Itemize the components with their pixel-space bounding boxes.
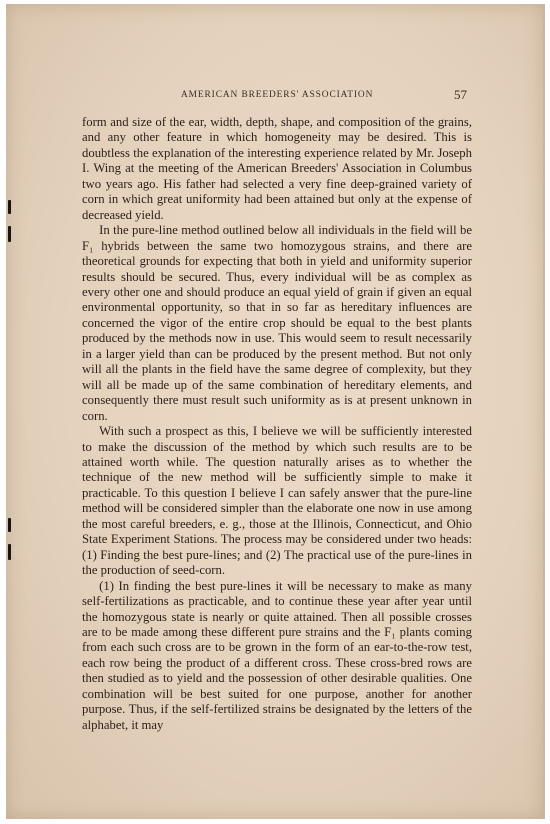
- paragraph-1: form and size of the ear, width, depth, shape, and composition of the grains, and any other feature in which homogeneity may be desired. This is doubtless the explanation of the interesting experience related by Mr. Joseph I. Wing at the meeting of the American Breeders' Association in Columbus two years ago. His father had selected a very fine deep-grained variety of corn in which great uniformity had been attained but only at the expense of decreased yield.: [82, 115, 472, 222]
- paragraph-2: In the pure-line method outlined below all individuals in the field will be F₁ hybrids between the same two homozygous strains, and there are theoretical grounds for expecting that both in yield and uniformity superior results should be secured. Thus, every individual will be as complex as every other one and should produce an equal yield of grain if given an equal environmental opportunity, so that in so far as hereditary influences are concerned the vigor of the entire crop should be equal to the best plants produced by the methods now in use. This would seem to result necessarily in a larger yield than can be produced by the present method. But not only will all the plants in the field have the same degree of complexity, but they will all be made up of the same combination of hereditary elements, and consequently there must result such uniformity as is at present unknown in corn.: [82, 223, 472, 423]
- paragraph-3: With such a prospect as this, I believe we will be sufficiently interested to make the discussion of the method by which such results are to be attained worth while. The question naturally arises as to whether the technique of the new method will be sufficiently simple to make it practicable. To this question I believe I can safely answer that the pure-line method will be considered simpler than the elaborate one now in use among the most careful breeders, e. g., those at the Illinois, Connecticut, and Ohio State Experiment Stations. The process may be considered under two heads: (1) Finding the best pure-lines; and (2) The practical use of the pure-lines in the production of seed-corn.: [82, 424, 472, 578]
- book-page: [6, 4, 545, 819]
- binding-mark-lower-1: [8, 518, 11, 532]
- body-text: [82, 115, 472, 733]
- binding-mark-upper-2: [8, 226, 11, 242]
- binding-mark-upper-1: [8, 200, 11, 214]
- page-number: 57: [454, 87, 467, 102]
- binding-mark-lower-2: [8, 544, 11, 560]
- paragraph-4: (1) In finding the best pure-lines it will be necessary to make as many self-fertilizations as practicable, and to continue these year after year until the homozygous state is nearly or quite attained. Then all possible crosses are to be made among these different pure strains and the F₁ plants coming from each such cross are to be grown in the form of an ear-to-the-row test, each row being the product of a different cross. These cross-bred rows are then studied as to yield and the possession of other desirable qualities. One combination will be best suited for one purpose, another for another purpose. Thus, if the self-fertilized strains be designated by the letters of the alphabet, it may: [82, 578, 472, 732]
- page-header: [6, 87, 543, 106]
- running-head: AMERICAN BREEDERS' ASSOCIATION: [181, 90, 374, 100]
